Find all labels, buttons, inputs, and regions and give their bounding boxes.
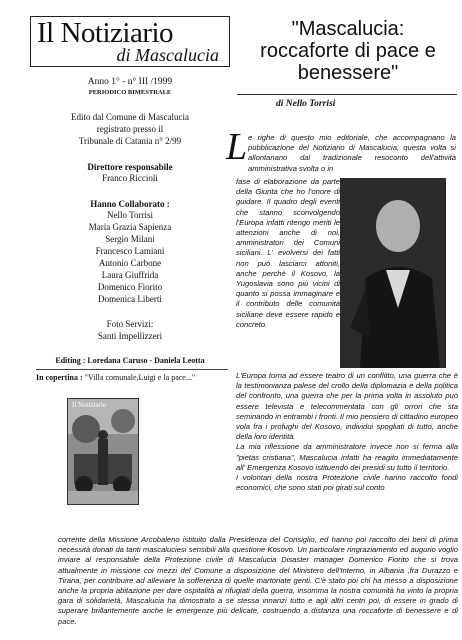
contributor-name: Sergio Milani	[105, 234, 155, 244]
article-paragraph: fase di elaborazione da parte della Giunta che ho l'onore di guidare. Il quadro degli eventi che stanno sconvolgendo l'Europa infatti ritengo meriti le attenzioni anche di noi, amministratori dei Comuni siciliani. L' evolversi dei fatti non può lasciarci attoniti, anche perchè il Kosovo, la Yugoslavia sono più vicini di quanto si possa immaginare e il contributo delle comunità siciliane deve essere rapido e concreto.	[236, 177, 340, 329]
article-headline: "Mascalucia: roccaforte di pace e benessere"	[260, 18, 436, 84]
cover-illustration-icon	[68, 399, 138, 504]
masthead	[30, 16, 230, 67]
article-byline: di Nello Torrisi	[276, 99, 336, 109]
portrait-icon	[340, 178, 446, 368]
contributors-list	[30, 209, 230, 305]
contributor-name: Domenica Liberti	[98, 294, 162, 304]
masthead-title: Il Notiziario	[37, 17, 174, 49]
publisher-info	[30, 111, 230, 147]
article-paragraph: e righe di questo mio editoriale, che accompagnano la pubblicazione del Notiziario di Mascalucia, questa volta si allontanano dal tradizionale resoconto dell'attività amministrativa svolta o in	[248, 133, 456, 173]
editing-credits: Editing : Loredana Caruso - Daniela Leotta	[55, 356, 205, 365]
article-paragraph: corrente della Missione Arcobaleno istituito dalla Presidenza del Consiglio, ed hanno poi raccolto dei beni di prima necessità donati da tanti mascaluciesi sensibili alla questione Kosovo. Un particolare ringraziamento ed augurio voglio inviare al responsabile della Protezione civile di Mascalucia Disaster manager Domenico Fiorito che si trova attualmente in missione coi mezzi del Comune a disposizione del Ministero dell'Interno, in Albania ,fra Durazzo e Tirana, per contribuire ad alleviare la sofferenza di quelle martoriate genti. C'è stato poi chi ha messo a disposizione anche la propria abitazione per dare ospitalità ai rifugiati della guerra, insomma la nostra comunità ha vinto la propria gara di solidarietà, Mascalucia ha dimostrato a se stessa innanzi tutto e agli altri centri poi, di essere in grado di superare brillantemente anche le emergenze più delicate, costruendo a distanza una roccaforte di benessere e di pace.	[58, 535, 458, 626]
cover-thumbnail	[67, 398, 139, 505]
divider	[36, 369, 228, 370]
headline-rule	[237, 94, 457, 95]
portrait-photo	[340, 178, 446, 368]
contributor-name: Domenico Fiorito	[97, 282, 163, 292]
cover-caption-label: In copertina :	[36, 373, 83, 382]
photo-credits-name: Santi Impellizzeri	[97, 331, 163, 341]
photo-credits	[30, 318, 230, 342]
contributors-heading: Hanno Collaborato :	[90, 199, 170, 209]
periodicity: PERIODICO BIMESTRALE	[88, 89, 172, 96]
publisher-line: registrato presso il	[96, 124, 164, 134]
photo-credits-heading: Foto Servizi:	[106, 319, 154, 329]
publisher-line: Tribunale di Catania n° 2/99	[78, 136, 182, 146]
publisher-line: Edito dal Comune di Mascalucia	[71, 112, 189, 122]
article-paragraph: L'Europa torna ad essere teatro di un conflitto, una guerra che è la testimonianza palese del crollo della diplomazia e della politica del confronto, una guerra che per la prima volta in assoluto può essere televista e telecommentata con gli orrori che sta seminando in entrambi i fronti. Il mio pensiero di cittadino europeo vola fra i profughi del Kosovo, individui spogliati di tutto, anche della loro identità. La mia riflessione da amministratore invece non si ferma alla "pietas cristiana", Mascalucia infatti ha reagito immediatamente all' Emergenza Kosovo istituendo dei presidi su tutto il territorio. I volontari della nostra Protezione civile hanno raccolto fondi economici, che sono stati poi girati sul conto	[236, 371, 458, 493]
cover-caption	[36, 373, 230, 382]
director-heading: Direttore responsabile	[87, 162, 173, 172]
contributor-name: Francesco Lamiani	[95, 246, 165, 256]
contributor-name: Maria Grazia Sapienza	[88, 222, 172, 232]
contributor-name: Nello Torrisi	[107, 210, 153, 220]
contributor-name: Antonio Carbone	[98, 258, 162, 268]
director-name: Franco Riccioli	[102, 173, 158, 183]
cover-mini-masthead: Il Notiziario	[72, 401, 107, 409]
contributor-name: Laura Giuffrida	[101, 270, 159, 280]
cover-caption-text: "Villa comunale,Luigi e la pace..."	[84, 373, 196, 382]
drop-cap: L	[226, 126, 248, 168]
left-column	[30, 16, 230, 382]
masthead-subtitle: di Mascalucia	[116, 45, 219, 65]
issue-number: Anno 1° - n° III /1999	[87, 77, 173, 87]
